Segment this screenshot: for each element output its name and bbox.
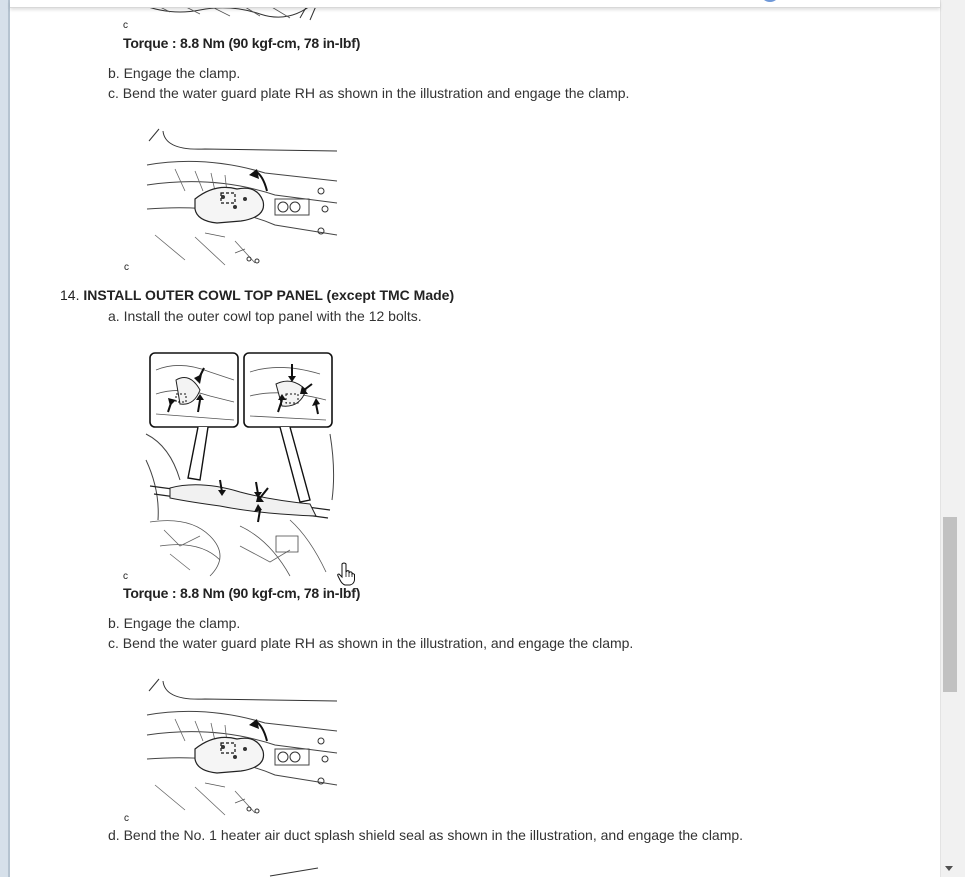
figure-caption: c: [123, 20, 128, 31]
section-number: 14.: [60, 287, 80, 303]
vertical-scrollbar[interactable]: [940, 0, 965, 877]
illustration-outer-cowl-top-panel: [140, 350, 340, 580]
scroll-down-arrow-icon[interactable]: [945, 866, 953, 871]
figure-caption: c: [123, 571, 128, 582]
hand-pointer-icon: [336, 562, 356, 586]
step-a-install-panel: a. Install the outer cowl top panel with the 12 bolts.: [108, 308, 422, 324]
illustration-partial-bottom: [268, 866, 328, 877]
torque-spec: Torque : 8.8 Nm (90 kgf-cm, 78 in-lbf): [123, 35, 361, 51]
torque-spec: Torque : 8.8 Nm (90 kgf-cm, 78 in-lbf): [123, 585, 361, 601]
section-title-install-outer-cowl: [60, 287, 454, 303]
step-b-engage-clamp: b. Engage the clamp.: [108, 65, 241, 81]
step-c-bend-water-guard: c. Bend the water guard plate RH as shown in the illustration and engage the clamp.: [108, 85, 630, 101]
illustration-water-guard-plate: [145, 125, 340, 270]
section-heading: INSTALL OUTER COWL TOP PANEL (except TMC Made): [83, 287, 455, 303]
toolbar-bottom-edge: [10, 0, 940, 8]
figure-caption: c: [124, 813, 129, 824]
figure-caption: c: [124, 262, 129, 273]
step-c-bend-water-guard: c. Bend the water guard plate RH as shown in the illustration, and engage the clamp.: [108, 635, 634, 651]
left-window-edge: [0, 0, 10, 877]
scrollbar-thumb[interactable]: [943, 517, 957, 692]
illustration-water-guard-plate-2: [145, 675, 340, 820]
step-b-engage-clamp: b. Engage the clamp.: [108, 615, 241, 631]
step-d-bend-heater-duct-seal: d. Bend the No. 1 heater air duct splash shield seal as shown in the illustration, and engage the clamp.: [108, 827, 744, 843]
